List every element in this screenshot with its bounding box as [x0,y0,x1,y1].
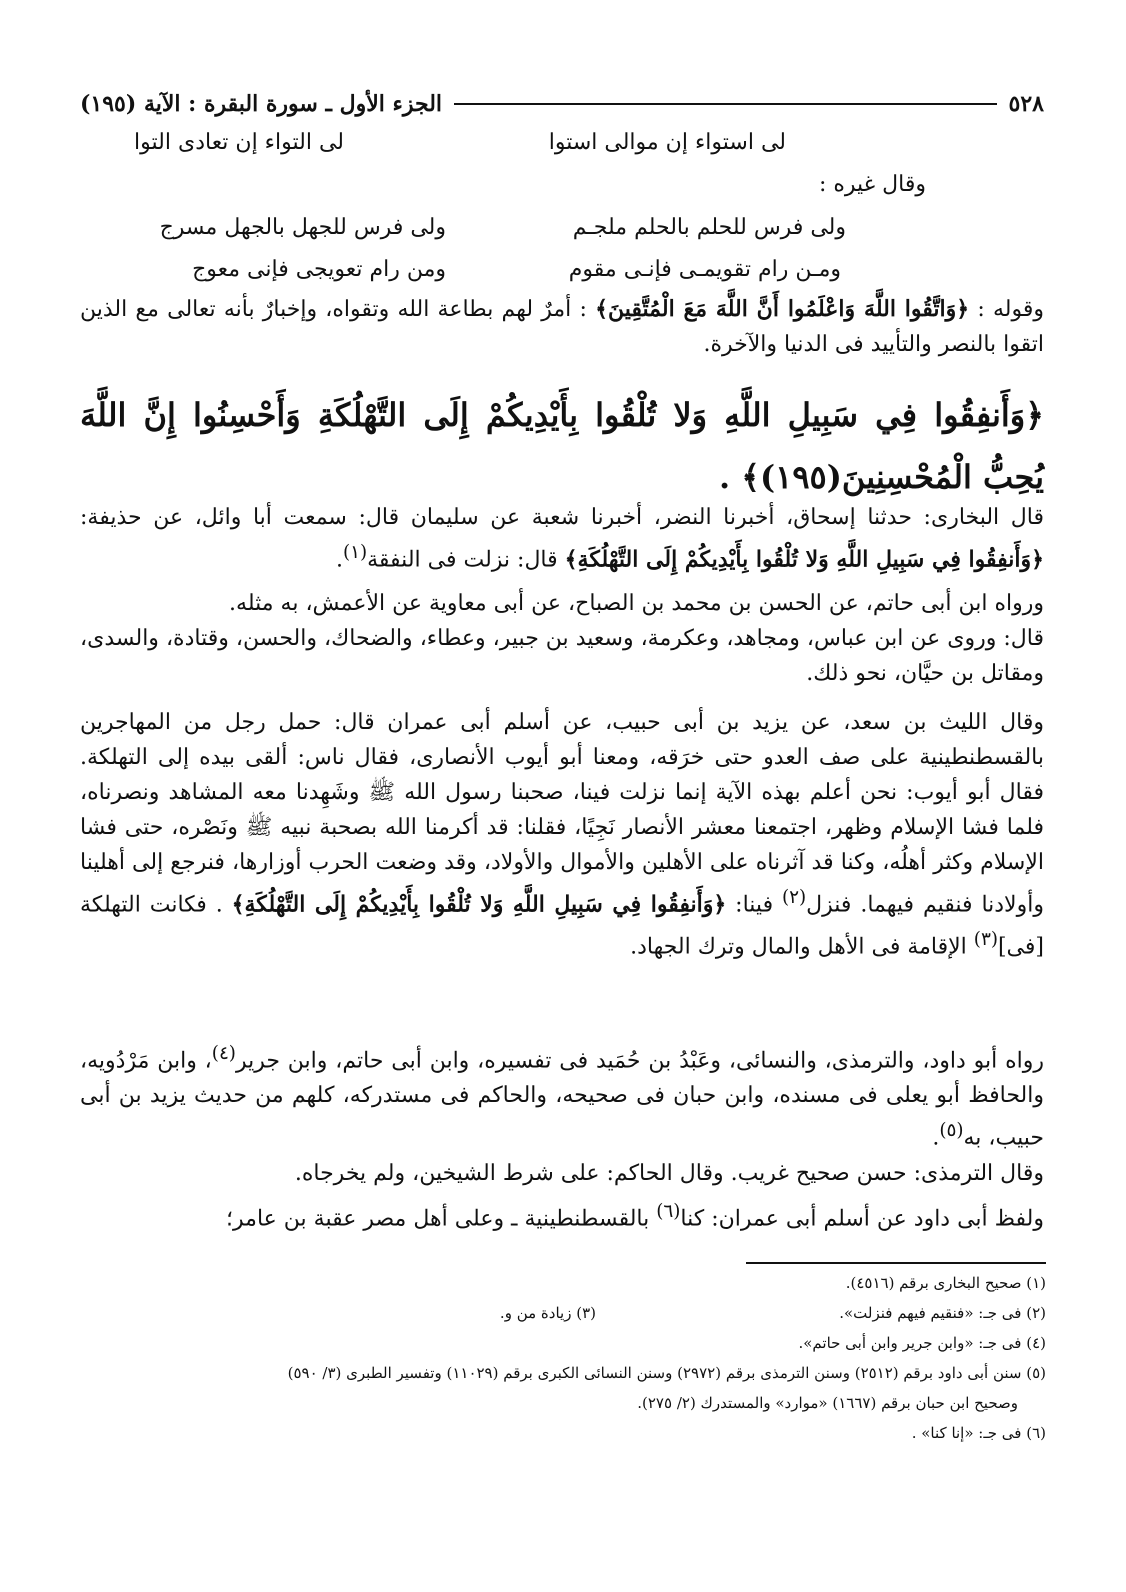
footnote-ref-6: (٦) [656,1201,681,1222]
paragraph-narrations [80,1036,1044,1156]
page-number: ٥٢٨ [1008,91,1044,117]
p1-quote: ﴿وَأَنفِقُوا فِي سَبِيلِ اللَّهِ وَلا تُلْقُوا بِأَيْدِيكُمْ إِلَى التَّهْلُكَةِ﴾ [564,546,1044,573]
footnote-5-line2: وصحيح ابن حبان برقم (١٦٦٧) «موارد» والمستدرك (٢/ ٢٧٥). [637,1394,1018,1412]
p1-text-c: . [335,547,343,573]
p1-text-a: قال البخارى: حدثنا إسحاق، أخبرنا النضر، أخبرنا شعبة عن سليمان قال: سمعت أبا وائل، عن حذيفة: [80,505,1044,530]
footnote-2: (٢) فى جـ: «فنقيم فيهم فنزلت». [839,1304,1046,1322]
poem2-line1-right: ولى فرس للحلم بالحلم ملجـم [572,215,846,240]
footnote-ref-3: (٣) [973,929,998,951]
paragraph-tirmidhi: وقال الترمذى: حسن صحيح غريب. وقال الحاكم: على شرط الشيخين، ولم يخرجاه. [294,1161,1044,1186]
paragraph-bukhari [80,500,1044,577]
poem2-line1-left: ولى فرس للجهل بالجهل مسرج [159,215,446,240]
footnote-3: (٣) زيادة من و. [499,1304,596,1322]
p4-quote: ﴿وَأَنفِقُوا فِي سَبِيلِ اللَّهِ وَلا تُلْقُوا بِأَيْدِيكُمْ إِلَى التَّهْلُكَةِ﴾ [231,891,727,918]
commentary-rest: : أمرٌ لهم بطاعة الله وتقواه، وإخبارٌ بأنه تعالى مع الذين اتقوا بالنصر والتأييد فى الدنيا والآخرة. [80,297,1044,357]
footnote-ref-2: (٢) [782,887,807,908]
footnote-1: (١) صحيح البخارى برقم (٤٥١٦). [845,1274,1046,1292]
ayah-195: ﴿وَأَنفِقُوا فِي سَبِيلِ اللَّهِ وَلا تُلْقُوا بِأَيْدِيكُمْ إِلَى التَّهْلُكَةِ وَأَحْسِنُوا إِنَّ اللَّهَ يُحِبُّ الْمُحْسِنِينَ(١٩٥)﴾ . [80,396,1045,496]
p4-text-d: الإقامة فى الأهل والمال وترك الجهاد. [630,934,967,960]
said-other-line: وقال غيره : [818,172,926,197]
poem1-right-hemistich: لى استواء إن موالى استوا [548,130,786,155]
commentary-intro: وقوله : [977,297,1044,322]
paragraph-abu-dawud [80,1194,1044,1236]
footnote-6: (٦) فى جـ: «إنا كنا» . [911,1424,1046,1442]
footnote-ref-5: (٥) [939,1120,964,1142]
footnote-ref-1: (١) [342,542,368,563]
commentary-quote: ﴿وَاتَّقُوا اللَّهَ وَاعْلَمُوا أَنَّ اللَّهَ مَعَ الْمُتَّقِينَ﴾ [595,296,970,322]
commentary-paragraph [80,292,1044,362]
footnote-ref-4: (٤) [211,1043,236,1064]
footnote-5-line1: (٥) سنن أبى داود برقم (٢٥١٢) وسنن الترمذى برقم (٢٩٧٢) وسنن النسائى الكبرى برقم (١١٠٢٩) وتفسير الطبرى (٣/ ٥٩٠) [287,1364,1046,1382]
footnote-4: (٤) فى جـ: «وابن جرير وابن أبى حاتم». [798,1334,1046,1352]
paragraph-narrators: قال: وروى عن ابن عباس، ومجاهد، وعكرمة، وسعيد بن جبير، وعطاء، والضحاك، والحسن، وقتادة، والسدى، ومقاتل بن حيَّان، نحو ذلك. [80,626,1044,686]
p4-text-b: فينا: [735,892,774,918]
paragraph-layth [80,705,1044,965]
p7-text-a: ولفظ أبى داود عن أسلم أبى عمران: كنا [680,1206,1044,1232]
p1-text-b: قال: نزلت فى النفقة [367,547,558,573]
p5-text-b: ، وابن مَرْدُويه، والحافظ أبو يعلى فى مسنده، وابن حبان فى صحيحه، والحاكم فى مستدركه، كلهم من حديث يزيد بن أبى حبيب، به [80,1048,1044,1151]
p5-text-a: رواه أبو داود، والترمذى، والنسائى، وعَبْدُ بن حُمَيد فى تفسيره، وابن أبى حاتم، وابن جرير [235,1048,1045,1074]
p4-text-a: وقال الليث بن سعد، عن يزيد بن أبى حبيب، عن أسلم أبى عمران قال: حمل رجل من المهاجرين بالقسطنطينية على صف العدو حتى خرَقه، ومعنا أبو أيوب الأنصارى، فقال ناس: ألقى بيده إلى التهلكة. فقال أبو أيوب: نحن أعلم بهذه الآية إنما نزلت فينا، صحبنا رسول الله ﷺ وشَهِدنا معه المشاهد ونصرناه، فلما فشا الإسلام وظهر، اجتمعنا معشر الأنصار نَجِيًا، فقلنا: قد أكرمنا الله بصحبة نبيه ﷺ ونَصْره، حتى فشا الإسلام وكثر أهلُه، وكنا قد آثرناه على الأهلين والأموال والأولاد، وقد وضعت الحرب أوزارها، فنرجع إلى أهلينا وأولادنا فنقيم فيهما. فنزل [80,710,1044,918]
page-header [80,84,1044,124]
poem1-left-hemistich: لى التواء إن تعادى التوا [134,130,344,155]
p4-text-c: . فكانت التهلكة [فى] [80,892,1044,960]
poem2-line2-right: ومـن رام تقويمـى فإنـى مقوم [568,257,841,282]
running-title: الجزء الأول ـ سورة البقرة : الآية (١٩٥) [80,91,443,117]
p7-text-b: بالقسطنطينية ـ وعلى أهل مصر عقبة بن عامر؛ [226,1206,650,1232]
p5-text-c: . [932,1125,940,1151]
poem2-line2-left: ومن رام تعويجى فإنى معوج [192,257,446,282]
header-rule [454,103,997,105]
paragraph-ibn-abi-hatim: ورواه ابن أبى حاتم، عن الحسن بن محمد بن الصباح، عن أبى معاوية عن الأعمش، به مثله. [229,591,1044,616]
footnote-separator [746,1262,1046,1264]
